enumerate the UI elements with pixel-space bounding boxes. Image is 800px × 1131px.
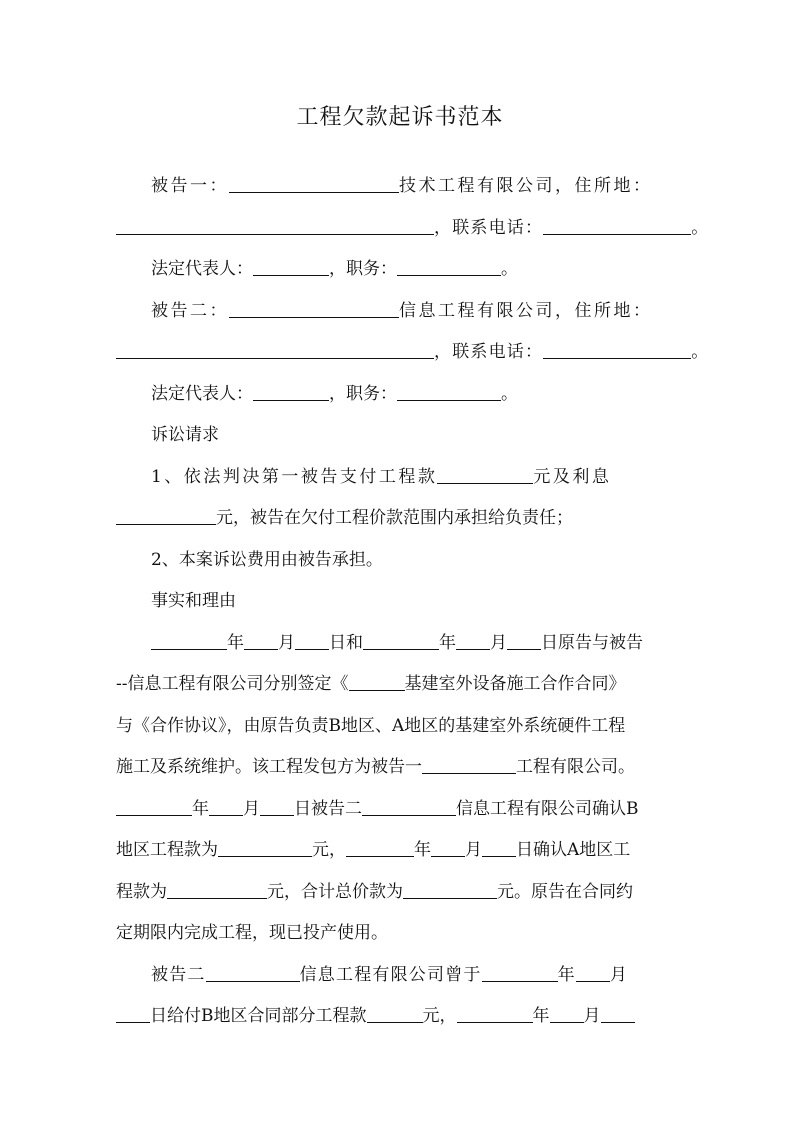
defendant1-name-blank bbox=[229, 174, 399, 193]
defendant1-line1: 被告一： 技术工程有限公司，住所地： bbox=[151, 176, 653, 196]
defendant1-phone-blank bbox=[543, 216, 691, 235]
defendant2-line2: ，联系电话： 。 bbox=[116, 332, 688, 374]
claim-item1-line1: 1、依法判决第一被告支付工程款 元及利息 bbox=[151, 466, 612, 487]
defendant1-rep-line: 法定代表人： ，职务： 。 bbox=[151, 259, 518, 279]
claim-amount-blank bbox=[437, 465, 533, 484]
defendant2-phone-blank bbox=[543, 340, 691, 359]
facts-p2-line4: 定期限内完成工程，现已投产使用。 bbox=[116, 923, 388, 943]
defendant1-address-blank bbox=[116, 216, 434, 235]
claim-interest-blank bbox=[116, 506, 216, 525]
facts-p1-line2: --信息工程有限公司分别签定《 基建室外设备施工合作合同》 bbox=[116, 674, 626, 694]
claim-item2: 2、本案诉讼费用由被告承担。 bbox=[151, 549, 383, 570]
claims-heading: 诉讼请求 bbox=[151, 425, 219, 445]
facts-heading: 事实和理由 bbox=[151, 591, 236, 611]
defendant2-name-blank bbox=[229, 299, 399, 318]
facts-p2-line2: 地区工程款为 元， 年 月 日确认A地区工 bbox=[116, 840, 631, 860]
document-title: 工程欠款起诉书范本 bbox=[296, 105, 504, 130]
defendant1-rep-blank bbox=[253, 257, 329, 276]
facts-p2-line1: 年 月 日被告二 信息工程有限公司确认B bbox=[116, 789, 688, 831]
defendant2-rep-line: 法定代表人： ，职务： 。 bbox=[151, 383, 518, 404]
defendant2-position-blank bbox=[397, 382, 501, 401]
defendant1-position-blank bbox=[397, 257, 501, 276]
defendant2-address-blank bbox=[116, 340, 434, 359]
facts-p2-line3: 程款为 元，合计总价款为 元。原告在合同约 bbox=[116, 881, 633, 902]
defendant1-line2: ，联系电话： 。 bbox=[116, 208, 688, 250]
defendant2-rep-blank bbox=[253, 382, 329, 401]
facts-p1-line3: 与《合作协议》，由原告负责B地区、A地区的基建室外系统硬件工程 bbox=[116, 715, 626, 736]
facts-p3-line1: 被告二 信息工程有限公司曾于 年 月 bbox=[151, 964, 629, 985]
facts-p3-line2: 日给付B地区合同部分工程款 元， 年 月 bbox=[116, 996, 688, 1038]
facts-p1-line1: 年 月 日和 年 月 日原告与被告 bbox=[116, 623, 688, 665]
document-body bbox=[116, 166, 710, 1038]
claim-item1-line2: 元，被告在欠付工程价款范围内承担给负责任； bbox=[116, 498, 688, 540]
defendant2-line1: 被告二： 信息工程有限公司，住所地： bbox=[151, 300, 653, 321]
facts-p1-line4: 施工及系统维护。该工程发包方为被告一 工程有限公司。 bbox=[116, 757, 635, 777]
